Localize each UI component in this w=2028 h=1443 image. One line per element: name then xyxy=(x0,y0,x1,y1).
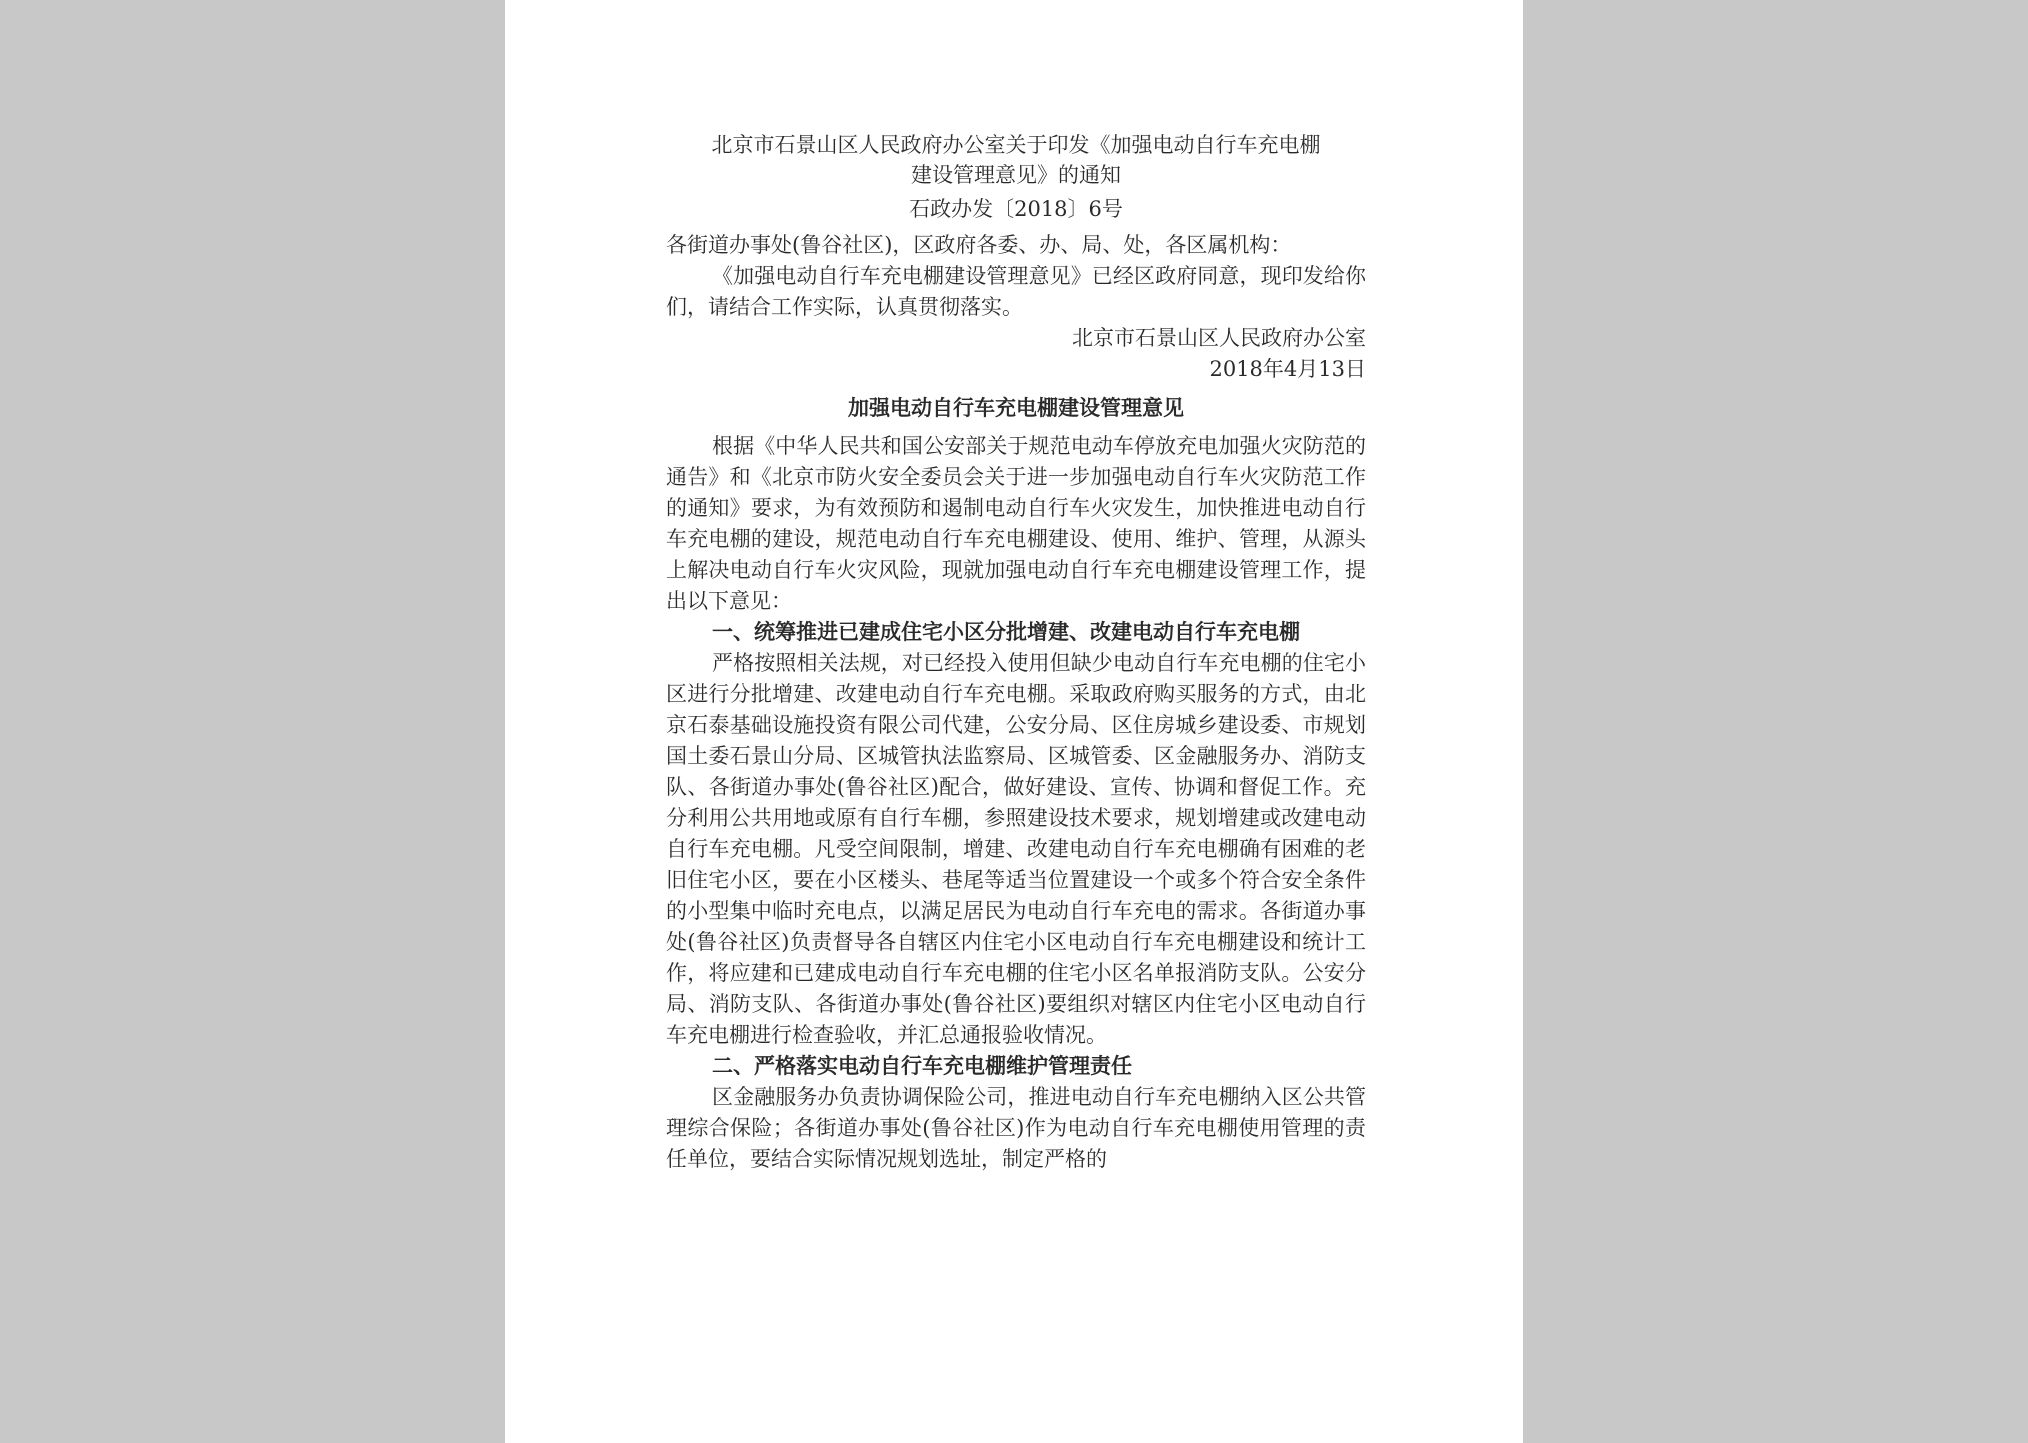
issue-date: 2018年4月13日 xyxy=(1209,357,1366,381)
document-title-line1: 北京市石景山区人民政府办公室关于印发《加强电动自行车充电棚 xyxy=(711,133,1321,157)
paragraph-3: 区金融服务办负责协调保险公司，推进电动自行车充电棚纳入区公共管理综合保险；各街道办事处(鲁谷社区)作为电动自行车充电棚使用管理的责任单位，要结合实际情况规划选址，制定严格的 xyxy=(666,1085,1366,1171)
section-title: 加强电动自行车充电棚建设管理意见 xyxy=(848,396,1184,420)
document-title-line2: 建设管理意见》的通知 xyxy=(911,163,1121,187)
document-number: 石政办发〔2018〕6号 xyxy=(909,197,1123,221)
document-page xyxy=(505,0,1523,1443)
paragraph-1: 根据《中华人民共和国公安部关于规范电动车停放充电加强火灾防范的通告》和《北京市防火安全委员会关于进一步加强电动自行车火灾防范工作的通知》要求，为有效预防和遏制电动自行车火灾发生，加快推进电动自行车充电棚的建设，规范电动自行车充电棚建设、使用、维护、管理，从源头上解决电动自行车火灾风险，现就加强电动自行车充电棚建设管理工作，提出以下意见： xyxy=(666,434,1366,613)
heading-2: 二、严格落实电动自行车充电棚维护管理责任 xyxy=(712,1054,1132,1078)
heading-1: 一、统筹推进已建成住宅小区分批增建、改建电动自行车充电棚 xyxy=(712,620,1300,644)
issuer: 北京市石景山区人民政府办公室 xyxy=(1072,326,1366,350)
intro-paragraph: 《加强电动自行车充电棚建设管理意见》已经区政府同意，现印发给你们，请结合工作实际，认真贯彻落实。 xyxy=(666,264,1366,319)
paragraph-2: 严格按照相关法规，对已经投入使用但缺少电动自行车充电棚的住宅小区进行分批增建、改建电动自行车充电棚。采取政府购买服务的方式，由北京石泰基础设施投资有限公司代建，公安分局、区住房城乡建设委、市规划国土委石景山分局、区城管执法监察局、区城管委、区金融服务办、消防支队、各街道办事处(鲁谷社区)配合，做好建设、宣传、协调和督促工作。充分利用公共用地或原有自行车棚，参照建设技术要求，规划增建或改建电动自行车充电棚。凡受空间限制，增建、改建电动自行车充电棚确有困难的老旧住宅小区，要在小区楼头、巷尾等适当位置建设一个或多个符合安全条件的小型集中临时充电点，以满足居民为电动自行车充电的需求。各街道办事处(鲁谷社区)负责督导各自辖区内住宅小区电动自行车充电棚建设和统计工作，将应建和已建成电动自行车充电棚的住宅小区名单报消防支队。公安分局、消防支队、各街道办事处(鲁谷社区)要组织对辖区内住宅小区电动自行车充电棚进行检查验收，并汇总通报验收情况。 xyxy=(666,651,1366,1047)
recipients: 各街道办事处(鲁谷社区)，区政府各委、办、局、处，各区属机构： xyxy=(666,233,1292,257)
page-content xyxy=(666,130,1366,1175)
